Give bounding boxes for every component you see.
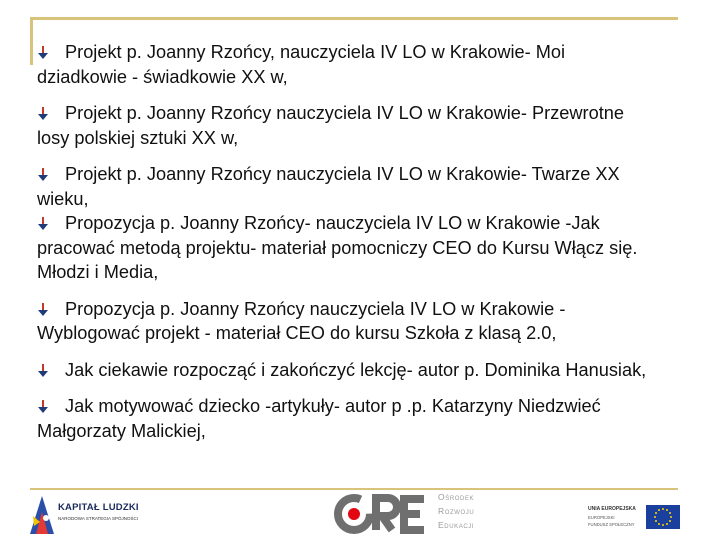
- list-item: [37, 162, 713, 211]
- left-frame-line: [30, 17, 33, 65]
- bullet-list: [37, 40, 713, 443]
- kapital-ludzki-logo: [30, 494, 145, 538]
- list-item: [37, 211, 713, 285]
- list-item: [37, 394, 713, 443]
- bullet-icon: [37, 168, 49, 181]
- item-text-continued: Wyblogować projekt - materiał CEO do kursu Szkoła z klasą 2.0,: [37, 323, 557, 343]
- kapital-ludzki-emblem-icon: [30, 496, 54, 534]
- item-text-continued: losy polskiej sztuki XX w,: [37, 127, 239, 148]
- item-text: Jak ciekawie rozpocząć i zakończyć lekcję- autor p. Dominika Hanusiak,: [65, 359, 647, 380]
- bullet-icon: [37, 303, 49, 316]
- top-frame-line: [30, 17, 678, 20]
- eu-subtitle-2: FUNDUSZ SPOŁECZNY: [588, 522, 635, 527]
- list-item: [37, 358, 713, 383]
- list-item: [37, 40, 713, 89]
- ore-logo: [332, 488, 492, 540]
- eu-subtitle-1: EUROPEJSKI: [588, 515, 615, 520]
- ore-word-2: Rozwoju: [438, 506, 475, 516]
- item-text-continued: wieku,: [37, 188, 89, 209]
- kapital-ludzki-title: KAPITAŁ LUDZKI: [58, 502, 139, 513]
- bullet-icon: [37, 217, 49, 230]
- item-text: Jak motywować dziecko -artykuły- autor p .p. Katarzyny Niedzwieć: [65, 396, 601, 416]
- ore-mark-icon: [332, 490, 432, 536]
- item-text: Projekt p. Joanny Rzońcy, nauczyciela IV LO w Krakowie- Moi: [65, 42, 566, 62]
- eu-flag-icon: [646, 505, 680, 529]
- item-text-continued: pracować metodą projektu- materiał pomocniczy CEO do Kursu Włącz się.: [37, 237, 638, 258]
- item-text: Propozycja p. Joanny Rzońcy- nauczyciela IV LO w Krakowie -Jak: [65, 213, 600, 233]
- item-text: Projekt p. Joanny Rzońcy nauczyciela IV LO w Krakowie- Twarze XX: [65, 164, 620, 184]
- bullet-icon: [37, 46, 49, 59]
- list-item: [37, 101, 713, 150]
- item-text-continued: dziadkowie - świadkowie XX w,: [37, 66, 288, 87]
- list-item: [37, 297, 713, 346]
- item-text: Propozycja p. Joanny Rzońcy nauczyciela IV LO w Krakowie -: [65, 298, 566, 319]
- ore-word-1: Ośrodek: [438, 492, 475, 502]
- eu-logo: [588, 506, 688, 534]
- ore-word-3: Edukacji: [438, 520, 475, 530]
- item-text: Projekt p. Joanny Rzońcy nauczyciela IV LO w Krakowie- Przewrotne: [65, 103, 624, 123]
- kapital-ludzki-subtitle: NARODOWA STRATEGIA SPÓJNOŚCI: [58, 516, 139, 521]
- bullet-icon: [37, 364, 49, 377]
- item-text-continued: Małgorzaty Malickiej,: [37, 420, 206, 441]
- bullet-icon: [37, 107, 49, 120]
- eu-title: UNIA EUROPEJSKA: [588, 506, 636, 512]
- bullet-icon: [37, 400, 49, 413]
- item-text-continued: Młodzi i Media,: [37, 262, 159, 282]
